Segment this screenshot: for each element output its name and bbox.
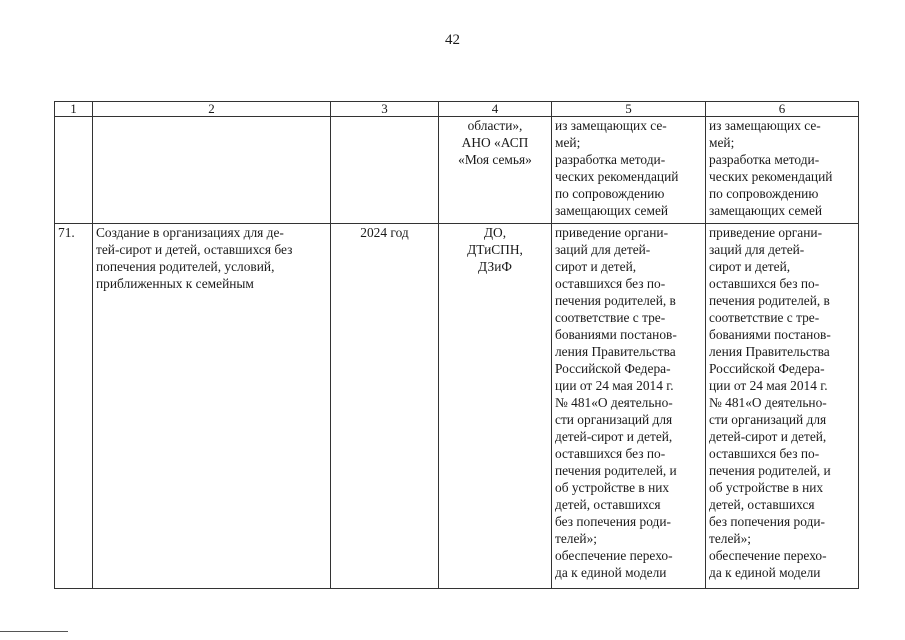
column-header: 6 bbox=[706, 102, 859, 117]
table-row bbox=[55, 224, 859, 589]
term-cell bbox=[331, 117, 439, 224]
table-header-row bbox=[55, 102, 859, 117]
result-cell: из замещающих се- мей; разработка методи- ческих рекомендаций по сопровождению замещающих семей bbox=[552, 117, 706, 224]
footnote-divider bbox=[0, 631, 68, 632]
table-row bbox=[55, 117, 859, 224]
term-cell: 2024 год bbox=[331, 224, 439, 589]
row-number-cell: 71. bbox=[55, 224, 93, 589]
plan-table bbox=[54, 101, 859, 589]
measure-name-cell: Создание в организациях для де- тей-сирот и детей, оставшихся без попечения родителей, условий, приближенных к семейным bbox=[93, 224, 331, 589]
page-number: 42 bbox=[445, 32, 460, 48]
result-cell: приведение органи- заций для детей- сирот и детей, оставшихся без по- печения родителей, в соответствие с тре- бованиями постанов- ления Правительства Российской Федера- ции от 24 мая 2014 г. № 481«О деятельно- сти организаций для детей-сирот и детей, оставшихся без по- печения родителей, и об устройстве в них детей, оставшихся без попечения роди- телей»; обеспечение перехо- да к единой модели bbox=[552, 224, 706, 589]
column-header: 1 bbox=[55, 102, 93, 117]
executors-cell: области», АНО «АСП «Моя семья» bbox=[439, 117, 552, 224]
column-header: 4 bbox=[439, 102, 552, 117]
indicator-cell: приведение органи- заций для детей- сирот и детей, оставшихся без по- печения родителей, в соответствие с тре- бованиями постанов- ления Правительства Российской Федера- ции от 24 мая 2014 г. № 481«О деятельно- сти организаций для детей-сирот и детей, оставшихся без по- печения родителей, и об устройстве в них детей, оставшихся без попечения роди- телей»; обеспечение перехо- да к единой модели bbox=[706, 224, 859, 589]
measure-name-cell bbox=[93, 117, 331, 224]
indicator-cell: из замещающих се- мей; разработка методи- ческих рекомендаций по сопровождению замещающих семей bbox=[706, 117, 859, 224]
column-header: 3 bbox=[331, 102, 439, 117]
executors-cell: ДО, ДТиСПН, ДЗиФ bbox=[439, 224, 552, 589]
column-header: 5 bbox=[552, 102, 706, 117]
row-number-cell bbox=[55, 117, 93, 224]
column-header: 2 bbox=[93, 102, 331, 117]
